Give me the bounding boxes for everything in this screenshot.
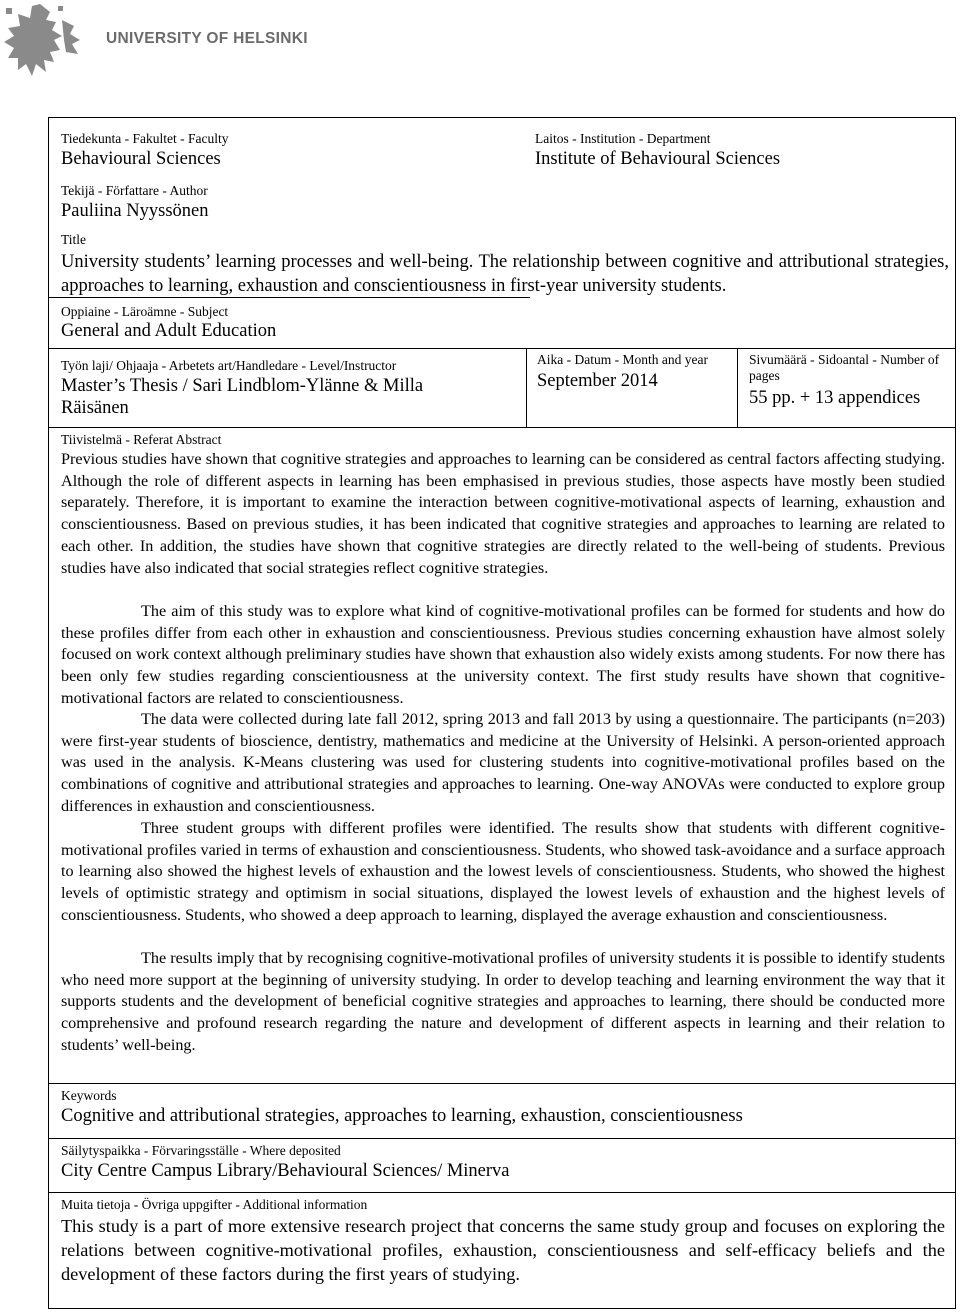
department-label: Laitos - Institution - Department [535, 131, 711, 146]
additional-value: This study is a part of more extensive research project that concerns the same study group and focuses on exploring the relations between cognitive-motivational profiles, exhaustion, conscientiousness and self-efficacy beliefs and the development of these factors during the first years of studying. [61, 1216, 945, 1284]
divider-level-row-top [48, 348, 956, 349]
divider-date-left [526, 348, 527, 427]
author-label: Tekijä - Författare - Author [61, 183, 208, 198]
thesis-title: University students’ learning processes and well-being. The relationship between cognitive and attributional strategies, approaches to learning, exhaustion and conscientiousness in first-year university students. [61, 252, 949, 296]
level-label: Työn laji/ Ohjaaja - Arbetets art/Handledare - Level/Instructor [61, 358, 397, 373]
faculty-value: Behavioural Sciences [61, 149, 221, 169]
abstract-paragraph-1: Previous studies have shown that cognitive strategies and approaches to learning can be considered as central factors affecting studying. Although the role of different aspects in learning has been emphasised in previous studies, those aspects have mostly been studied separately. Therefore, it is important to examine the interaction between cognitive-motivational aspects of learning, exhaustion and conscientiousness. Based on previous studies, it has been indicated that cognitive strategies and approaches to learning are related to each other. In addition, the studies have shown that cognitive strategies are directly related to the well-being of students. Previous studies have also indicated that social strategies reflect cognitive strategies. [61, 450, 945, 577]
divider-level-row-bottom [48, 427, 956, 428]
divider-deposited [48, 1138, 956, 1139]
department-value: Institute of Behavioural Sciences [535, 149, 781, 169]
university-name: UNIVERSITY OF HELSINKI [106, 30, 308, 47]
subject-value: General and Adult Education [61, 321, 277, 341]
divider-additional [48, 1192, 956, 1193]
level-value: Master’s Thesis / Sari Lindblom-Ylänne & Milla Räisänen [61, 376, 424, 418]
pages-value: 55 pp. + 13 appendices [749, 388, 921, 408]
date-value: September 2014 [537, 371, 658, 391]
keywords-value: Cognitive and attributional strategies, approaches to learning, exhaustion, conscientiousness [61, 1106, 743, 1126]
divider-keywords [48, 1083, 956, 1084]
faculty-label: Tiedekunta - Fakultet - Faculty [61, 131, 229, 146]
title-label: Title [61, 232, 87, 247]
deposited-value: City Centre Campus Library/Behavioural Sciences/ Minerva [61, 1161, 510, 1181]
date-label: Aika - Datum - Month and year [537, 352, 708, 367]
author-value: Pauliina Nyyssönen [61, 201, 209, 221]
abstract-label: Tiivistelmä - Referat Abstract [61, 432, 222, 447]
pages-label: Sivumäärä - Sidoantal - Number of pages [749, 352, 940, 383]
deposited-label: Säilytyspaikka - Förvaringsställe - Where deposited [61, 1143, 341, 1158]
divider-pages-left [737, 348, 738, 427]
abstract-paragraph-2: The aim of this study was to explore what kind of cognitive-motivational profiles can be formed for students and how do these profiles differ from each other in exhaustion and conscientiousness. Previous studies concerning exhaustion have almost solely focused on work context although preliminary studies have shown that exhaustion also widely exists among students. For now there has been only few studies regarding conscientiousness at the university context. The first study results have shown that cognitive-motivational factors are related to conscientiousness. [61, 602, 945, 707]
additional-label: Muita tietoja - Övriga uppgifter - Additional information [61, 1197, 368, 1212]
abstract-paragraph-5: The results imply that by recognising cognitive-motivational profiles of university students it is possible to identify students who need more support at the beginning of university studying. In order to develop teaching and learning environment the way that it supports students and the development of beneficial cognitive strategies and approaches to learning, there should be conducted more comprehensive and profound research regarding the nature and development of different aspects in learning and their relation to students’ well-being. [61, 949, 945, 1054]
abstract-paragraph-3: The data were collected during late fall 2012, spring 2013 and fall 2013 by using a questionnaire. The participants (n=203) were first-year students of bioscience, dentistry, mathematics and medicine at the University of Helsinki. A person-oriented approach was used in the analysis. K-Means clustering was used for clustering students into cognitive-motivational profiles based on the combinations of cognitive and attributional strategies and approaches to learning. One-way ANOVAs were conducted to explore group differences in exhaustion and conscientiousness. [61, 710, 945, 815]
abstract-paragraph-4: Three student groups with different profiles were identified. The results show that students with different cognitive-motivational profiles varied in terms of exhaustion and conscientiousness. Students, who showed task-avoidance and a surface approach to learning also showed the highest levels of exhaustion and the lowest levels of conscientiousness. Students, who showed the highest levels of optimistic strategy and optimism in social situations, displayed the lowest levels of exhaustion and the highest levels of conscientiousness. Students, who showed a deep approach to learning, displayed the average exhaustion and conscientiousness. [61, 819, 945, 924]
subject-label: Oppiaine - Läroämne - Subject [61, 304, 229, 319]
keywords-label: Keywords [61, 1088, 117, 1103]
